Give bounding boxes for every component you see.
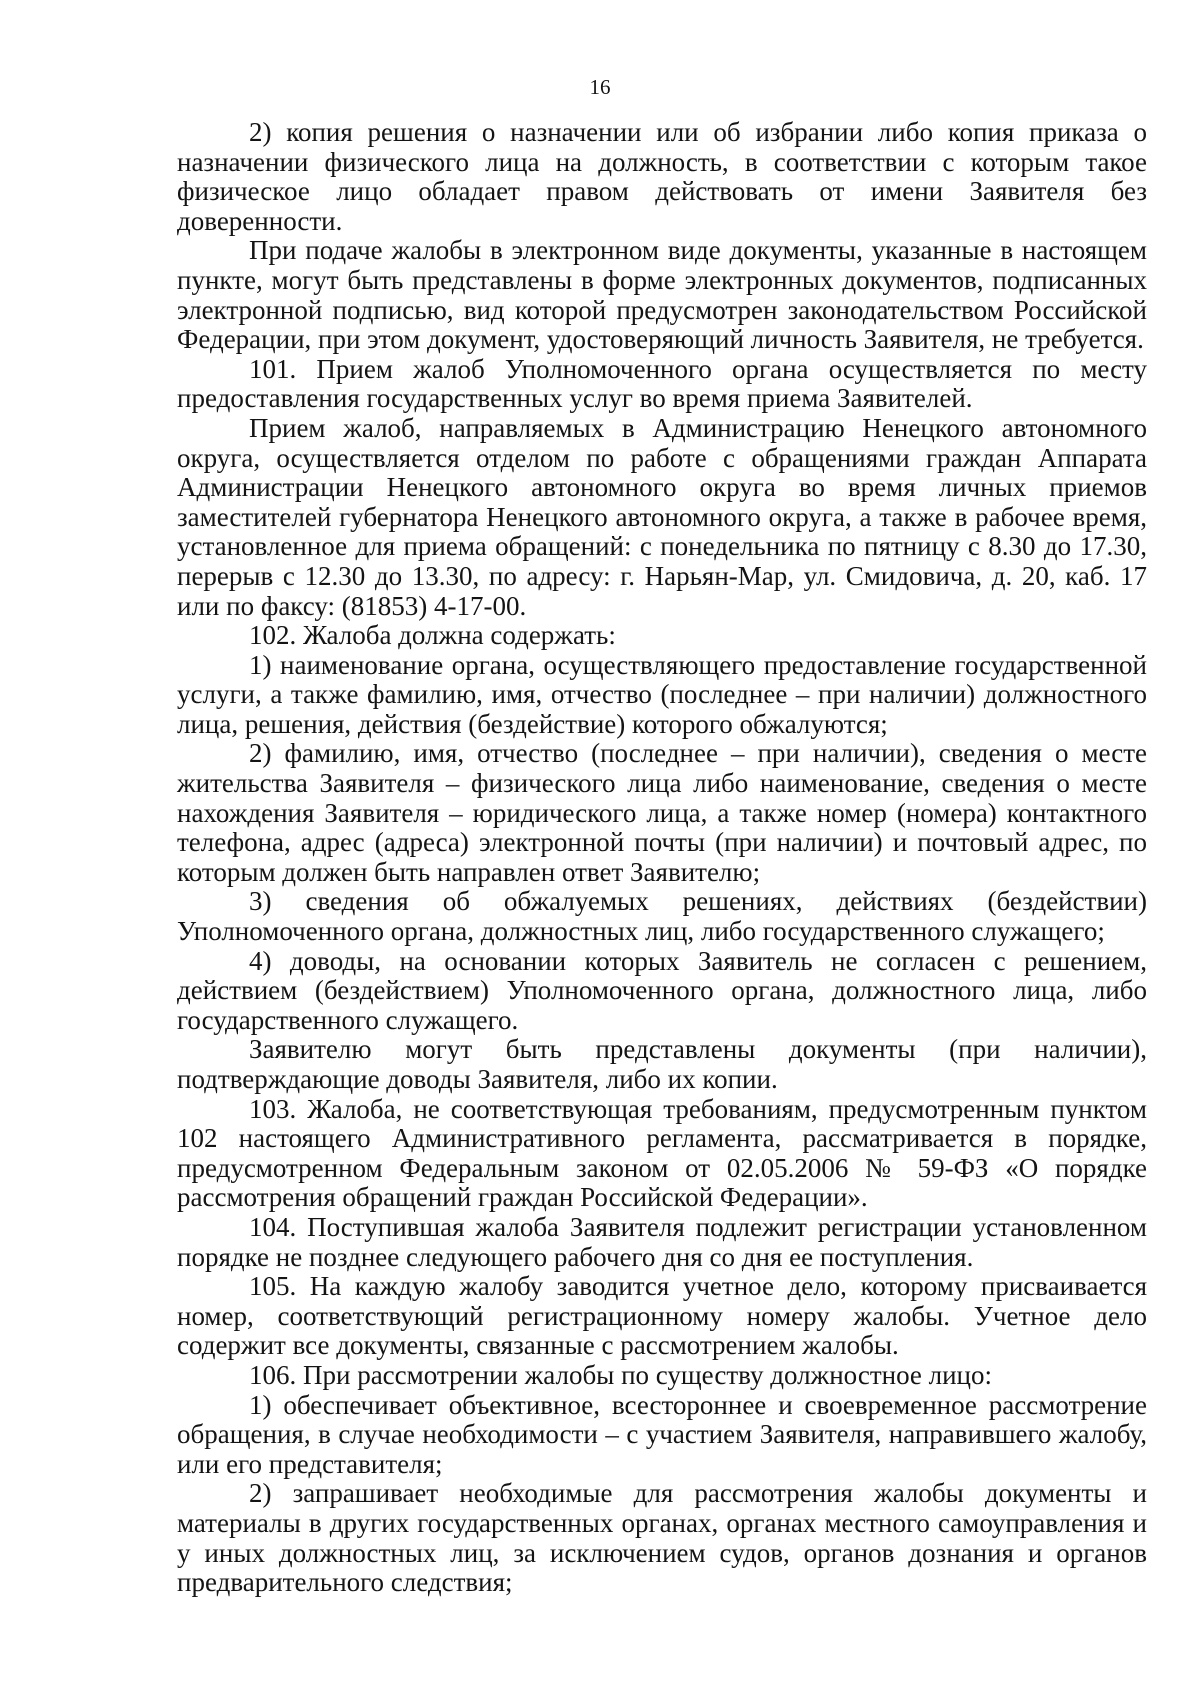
paragraph-supporting-documents: Заявителю могут быть представлены документы (при наличии), подтверждающие доводы Заявителя, либо их копии. (177, 1034, 1147, 1094)
paragraph-101: 101. Прием жалоб Уполномоченного органа осуществляется по месту предоставления государственных услуг во время приема Заявителей. (177, 353, 1147, 414)
paragraph-electronic-submission: При подаче жалобы в электронном виде документы, указанные в настоящем пункте, могут быть представлены в форме электронных документов, подписанных электронной подписью, вид которой предусмотрен законодательством Российской Федерации, при этом документ, удостоверяющий личность Заявителя, не требуется. (177, 235, 1147, 355)
paragraph-administration-reception: Прием жалоб, направляемых в Администрацию Ненецкого автономного округа, осуществляется отделом по работе с обращениями граждан Аппарата Администрации Ненецкого автономного округа во время личных приемов заместителей губернатора Ненецкого автономного округа, а также в рабочее время, установленное для приема обращений: с понедельника по пятницу с 8.30 до 17.30, перерыв с 12.30 до 13.30, по адресу: г. Нарьян-Мар, ул. Смидовича, д. 20, каб. 17 или по факсу: (81853) 4-17-00. (177, 412, 1147, 621)
paragraph-102-item-3: 3) сведения об обжалуемых решениях, действиях (бездействии) Уполномоченного органа, должностных лиц, либо государственного служащего; (177, 886, 1147, 947)
paragraph-104: 104. Поступившая жалоба Заявителя подлежит регистрации установленном порядке не позднее следующего рабочего дня со дня ее поступления. (177, 1211, 1147, 1272)
paragraph-106: 106. При рассмотрении жалобы по существу должностное лицо: (249, 1359, 993, 1390)
paragraph-103: 103. Жалоба, не соответствующая требованиям, предусмотренным пунктом 102 настоящего Административного регламента, рассматривается в порядке, предусмотренном Федеральным законом от 02.05.2006 № 59-ФЗ «О порядке рассмотрения обращений граждан Российской Федерации». (177, 1093, 1147, 1213)
paragraph-102-item-4: 4) доводы, на основании которых Заявитель не согласен с решением, действием (бездействием) Уполномоченного органа, должностного лица, либо государственного служащего. (177, 945, 1147, 1035)
paragraph-105: 105. На каждую жалобу заводится учетное дело, которому присваивается номер, соответствующий регистрационному номеру жалобы. Учетное дело содержит все документы, связанные с рассмотрением жалобы. (177, 1271, 1147, 1361)
paragraph-copy-decision: 2) копия решения о назначении или об избрании либо копия приказа о назначении физического лица на должность, в соответствии с которым такое физическое лицо обладает правом действовать от имени Заявителя без доверенности. (177, 117, 1147, 236)
paragraph-102-item-2: 2) фамилию, имя, отчество (последнее – при наличии), сведения о месте жительства Заявителя – физического лица либо наименование, сведения о месте нахождения Заявителя – юридического лица, а также номер (номера) контактного телефона, адрес (адреса) электронной почты (при наличии) и почтовый адрес, по которым должен быть направлен ответ Заявителю; (177, 738, 1147, 887)
paragraph-102-item-1: 1) наименование органа, осуществляющего предоставление государственной услуги, а также фамилию, имя, отчество (последнее – при наличии) должностного лица, решения, действия (бездействие) которого обжалуются; (177, 649, 1147, 739)
page-number: 16 (589, 75, 611, 99)
paragraph-106-item-2: 2) запрашивает необходимые для рассмотрения жалобы документы и материалы в других государственных органах, органах местного самоуправления и у иных должностных лиц, за исключением судов, органов дознания и органов предварительного следствия; (177, 1478, 1147, 1598)
paragraph-102: 102. Жалоба должна содержать: (249, 620, 616, 651)
paragraph-106-item-1: 1) обеспечивает объективное, всестороннее и своевременное рассмотрение обращения, в случае необходимости – с участием Заявителя, направившего жалобу, или его представителя; (177, 1389, 1147, 1479)
document-body (177, 118, 1147, 1598)
